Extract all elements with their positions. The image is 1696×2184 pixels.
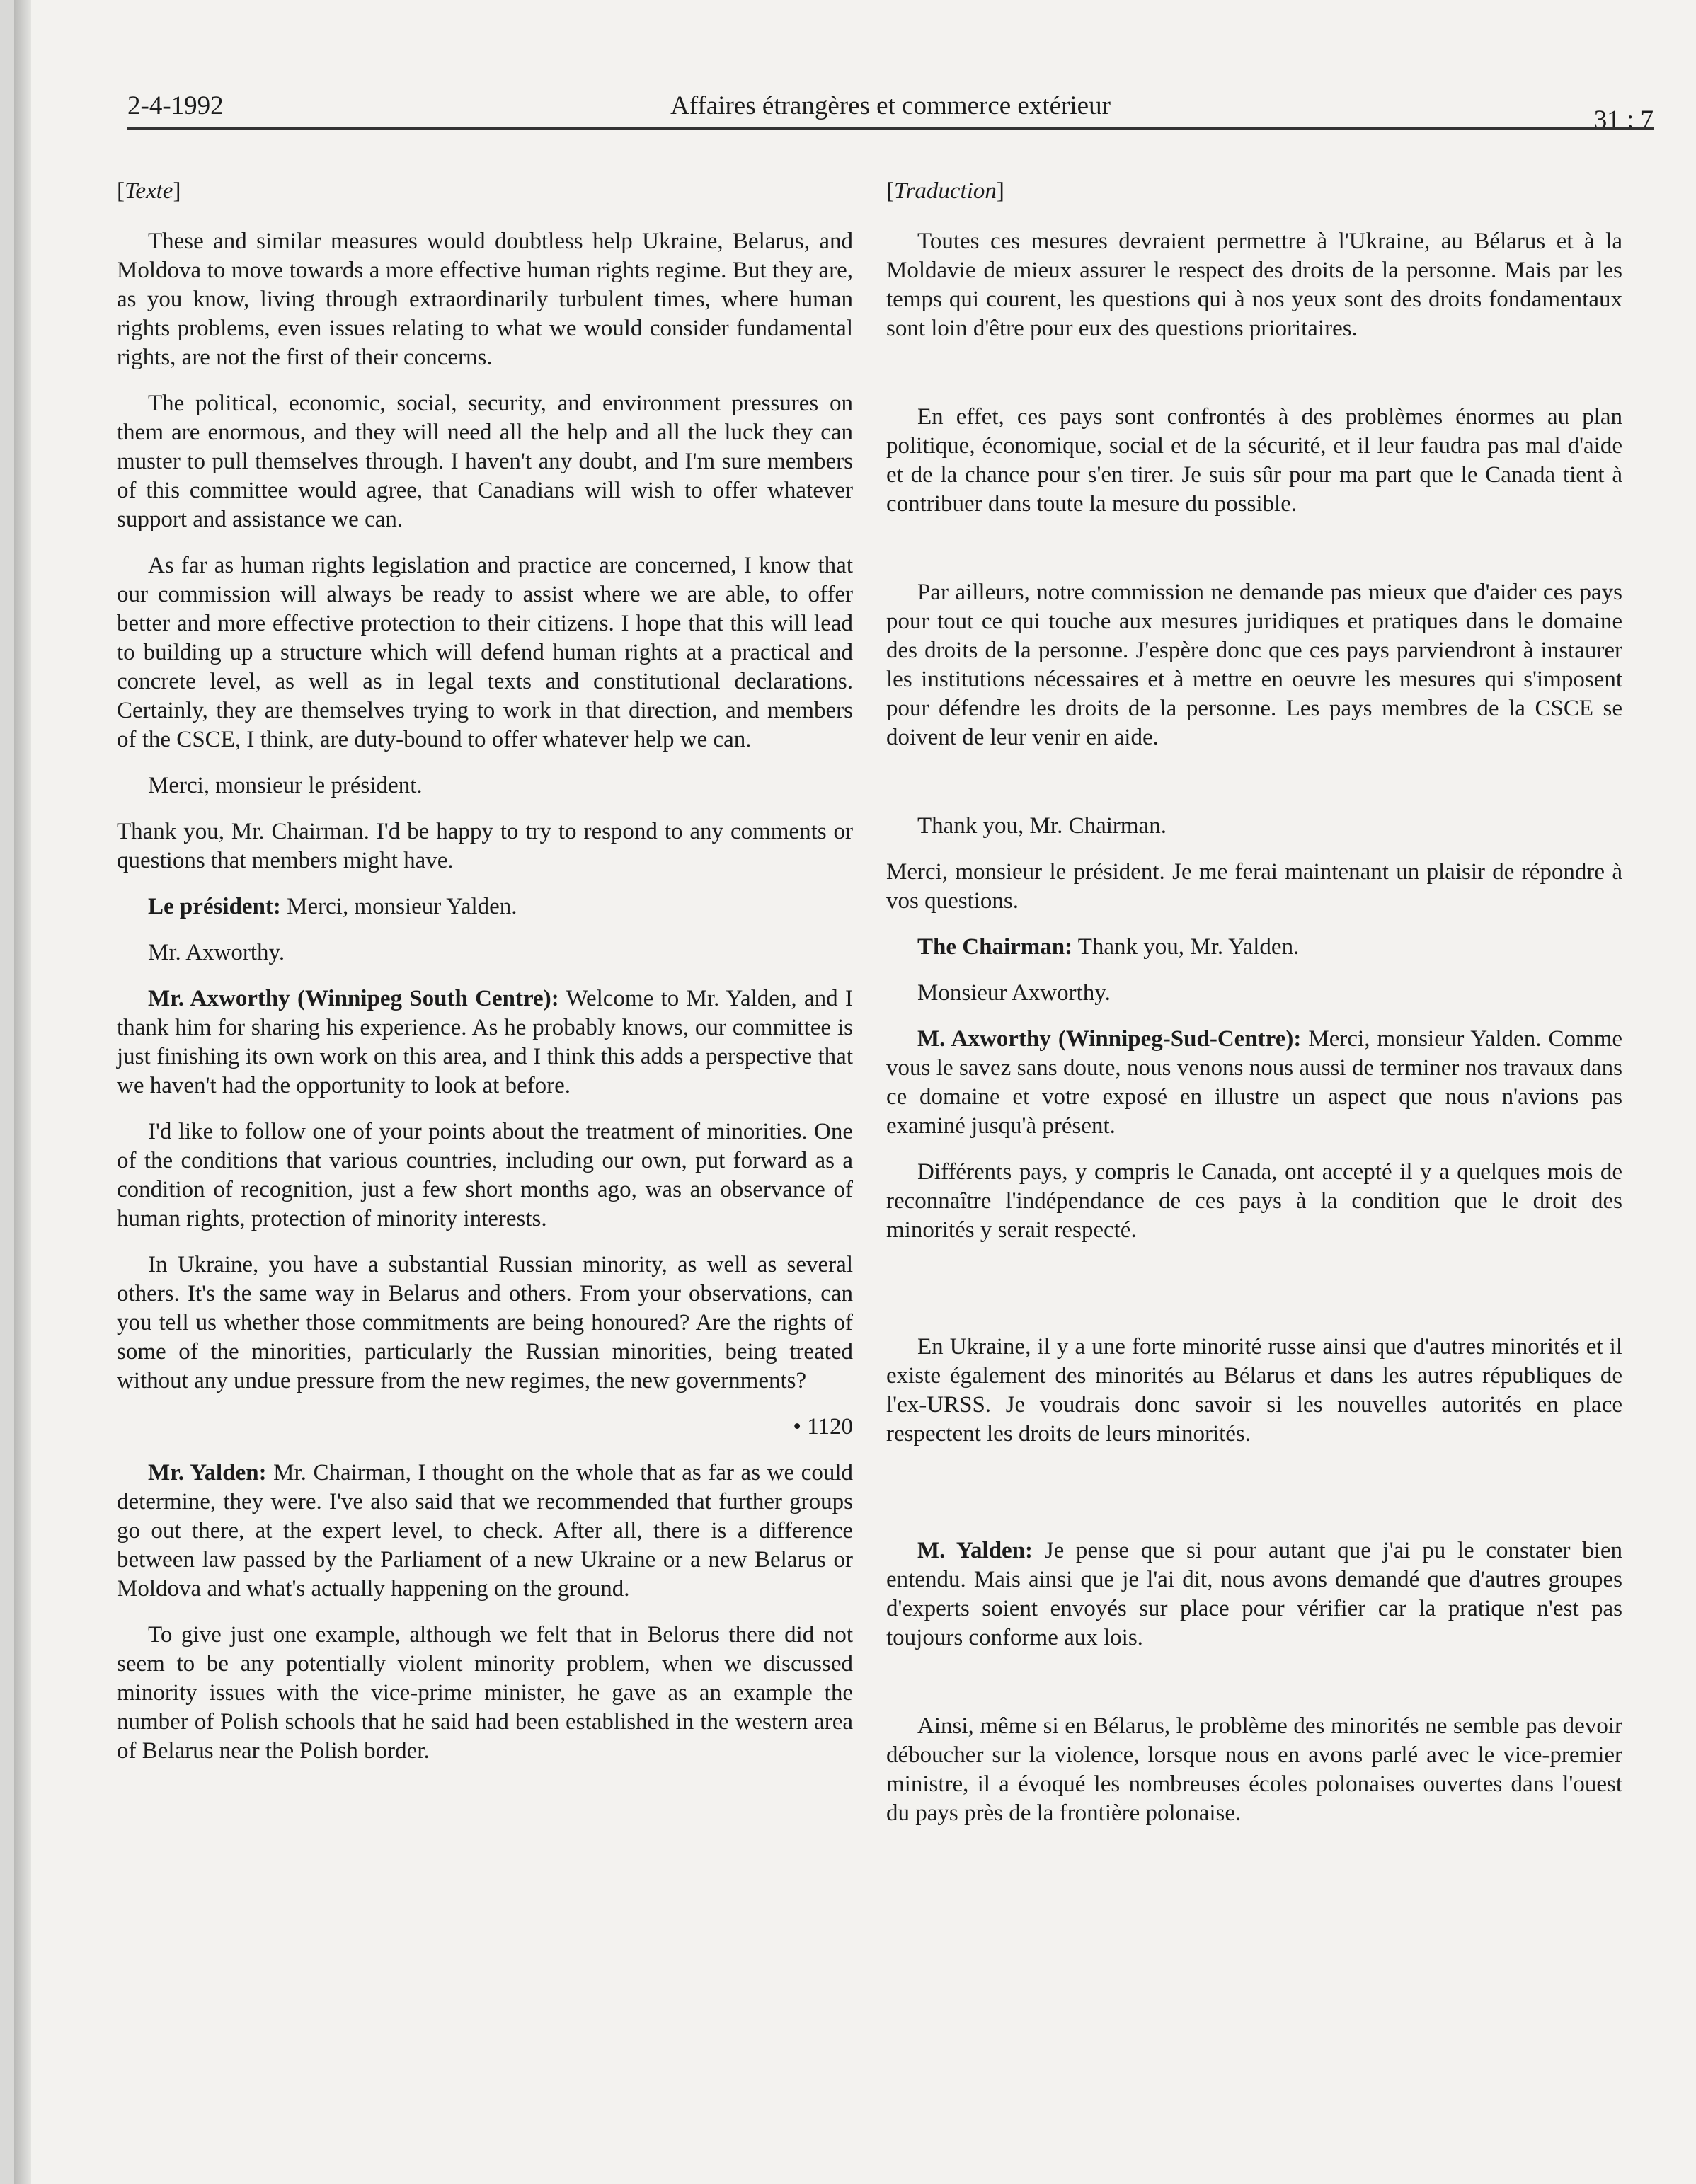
- speaker-name: Mr. Yalden:: [148, 1460, 267, 1485]
- speaker-paragraph: [117, 1459, 853, 1604]
- header-rule: [127, 127, 1654, 130]
- paragraph: Par ailleurs, notre commission ne demande pas mieux que d'aider ces pays pour tout ce qui touche aux mesures juridiques et pratiques dans le domaine des droits de la personne. J'espère donc que ces pays parviendront à instaurer les institutions nécessaires et à mettre en oeuvre les mesures qui s'imposent pour défendre les droits de la personne. Les pays membres de la CSCE se doivent de leur venir en aide.: [886, 580, 1622, 750]
- column-label: [Traduction]: [886, 178, 1004, 204]
- speaker-name: The Chairman:: [917, 934, 1073, 960]
- paragraph: Différents pays, y compris le Canada, ont accepté il y a quelques mois de reconnaître l'indépendance de ces pays à la condition que le droit des minorités y serait respecté.: [886, 1159, 1622, 1243]
- time-marker: • 1120: [793, 1414, 853, 1439]
- speaker-paragraph: [117, 892, 853, 921]
- speech-text: Je pense que si pour autant que j'ai pu le constater bien entendu. Mais ainsi que je l'ai dit, nous avons demandé que d'autres groupes d'experts soient envoyés sur place pour vérifier car la pratique n'est pas toujours conforme aux lois.: [886, 1538, 1622, 1650]
- paragraph: Toutes ces mesures devraient permettre à l'Ukraine, au Bélarus et à la Moldavie de mieux assurer le respect des droits de la personne. Mais par les temps qui courent, les questions qui à nos yeux sont des droits fondamentaux sont loin d'être pour eux des questions prioritaires.: [886, 229, 1622, 341]
- paragraph: The political, economic, social, security, and environment pressures on them are enormous, and they will need all the help and all the luck they can muster to pull themselves through. I haven't any doubt, and I'm sure members of this committee would agree, that Canadians will wish to offer whatever support and assistance we can.: [117, 391, 853, 532]
- paragraph: Thank you, Mr. Chairman.: [917, 813, 1167, 839]
- column-label-text: Texte: [125, 178, 173, 204]
- paragraph: Thank you, Mr. Chairman. I'd be happy to try to respond to any comments or questions that members might have.: [117, 819, 853, 873]
- header-title: Affaires étrangères et commerce extérieur: [670, 91, 1111, 120]
- speaker-name: M. Axworthy (Winnipeg-Sud-Centre):: [917, 1026, 1302, 1052]
- paragraph: I'd like to follow one of your points about the treatment of minorities. One of the conditions that various countries, including our own, put forward as a condition of recognition, just a few short months ago, was an observance of human rights, protection of minority interests.: [117, 1119, 853, 1231]
- paragraph: En effet, ces pays sont confrontés à des problèmes énormes au plan politique, économique, social et de la sécurité, et il leur faudra pas mal d'aide et de la chance pour s'en tirer. Je suis sûr pour ma part que le Canada tient à contribuer dans toute la mesure du possible.: [886, 404, 1622, 517]
- speaker-name: M. Yalden:: [917, 1538, 1033, 1563]
- column-label: [Texte]: [117, 178, 181, 204]
- paragraph: These and similar measures would doubtless help Ukraine, Belarus, and Moldova to move towards a more effective human rights regime. But they are, as you know, living through extraordinarily turbulent times, where human rights problems, even issues relating to what we would consider fundamental rights, are not the first of their concerns.: [117, 229, 853, 370]
- column-label-text: Traduction: [894, 178, 997, 204]
- page: [14, 0, 1696, 2184]
- paragraph: In Ukraine, you have a substantial Russian minority, as well as several others. It's the same way in Belarus and others. From your observations, can you tell us whether those commitments are being honoured? Are the rights of some of the minorities, particularly the Russian minorities, being treated without any undue pressure from the new regimes, the new governments?: [117, 1252, 853, 1393]
- speaker-paragraph: [886, 1536, 1622, 1653]
- paragraph: To give just one example, although we felt that in Belorus there did not seem to be any potentially violent minority problem, when we discussed minority issues with the vice-prime minister, he gave as an example the number of Polish schools that he said had been established in the western area of Belarus near the Polish border.: [117, 1622, 853, 1764]
- paragraph: Merci, monsieur le président. Je me ferai maintenant un plaisir de répondre à vos questions.: [886, 859, 1622, 914]
- paragraph: Ainsi, même si en Bélarus, le problème des minorités ne semble pas devoir déboucher sur la violence, lorsque nous en avons parlé avec le vice-premier ministre, il a évoqué les nombreuses écoles polonaises ouvertes dans l'ouest du pays près de la frontière polonaise.: [886, 1713, 1622, 1826]
- speech-text: Merci, monsieur Yalden.: [287, 894, 517, 919]
- speaker-name: Le président:: [148, 894, 281, 919]
- page-header: [127, 91, 1654, 133]
- speaker-paragraph: [886, 1025, 1622, 1141]
- speaker-paragraph: [117, 984, 853, 1100]
- english-column: [117, 177, 853, 1783]
- paragraph: Mr. Axworthy.: [148, 940, 285, 965]
- paragraph: As far as human rights legislation and practice are concerned, I know that our commission will always be ready to assist where we are able, to offer better and more effective protection to their citizens. I hope that this will lead to building up a structure which will defend human rights at a practical and concrete level, as well as in legal texts and constitutional declarations. Certainly, they are themselves trying to work in that direction, and members of the CSCE, I think, are duty-bound to offer whatever help we can.: [117, 553, 853, 752]
- speech-text: Mr. Chairman, I thought on the whole that as far as we could determine, they were. I've also said that we recommended that further groups go out there, at the expert level, to check. After all, there is a difference between law passed by the Parliament of a new Ukraine or a new Belarus or Moldova and what's actually happening on the ground.: [117, 1460, 853, 1602]
- speaker-paragraph: [886, 933, 1622, 962]
- binding-edge: [14, 0, 31, 2184]
- speech-text: Thank you, Mr. Yalden.: [1077, 934, 1300, 960]
- paragraph: Monsieur Axworthy.: [917, 980, 1111, 1006]
- french-column: [886, 177, 1622, 1845]
- speech-text: Welcome to Mr. Yalden, and I thank him for sharing his experience. As he probably knows, our committee is just finishing its own work on this area, and I think this adds a perspective that we haven't had the opportunity to look at before.: [117, 986, 853, 1098]
- speaker-name: Mr. Axworthy (Winnipeg South Centre):: [148, 986, 559, 1011]
- header-date: 2-4-1992: [127, 91, 224, 120]
- page-number: 31 : 7: [1593, 105, 1654, 134]
- speech-text: Merci, monsieur Yalden. Comme vous le savez sans doute, nous venons nous aussi de terminer nos travaux dans ce domaine et votre exposé en illustre un aspect que nous n'avions pas examiné jusqu'à présent.: [886, 1026, 1623, 1139]
- paragraph: En Ukraine, il y a une forte minorité russe ainsi que d'autres minorités et il existe également des minorités au Bélarus et dans les autres républiques de l'ex-URSS. Je voudrais donc savoir si les nouvelles autorités en place respectent les droits de leurs minorités.: [886, 1334, 1622, 1447]
- paragraph: Merci, monsieur le président.: [148, 773, 423, 798]
